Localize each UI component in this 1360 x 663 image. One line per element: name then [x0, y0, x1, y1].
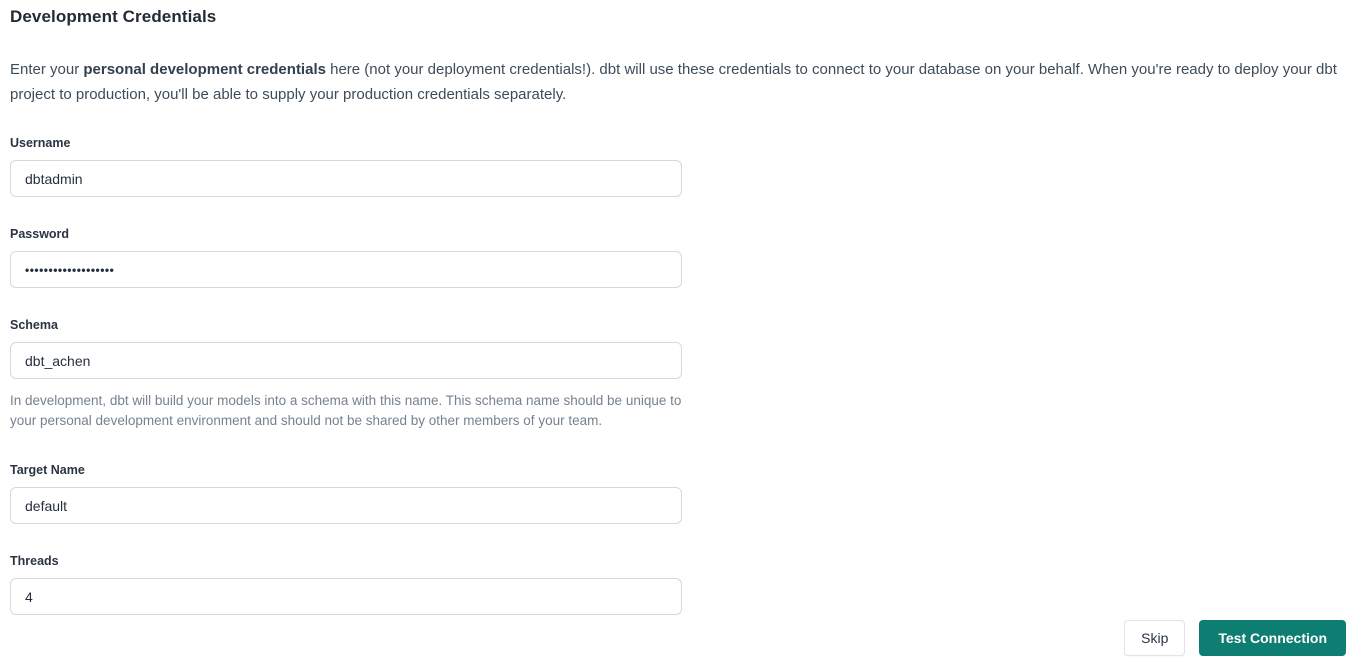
credentials-form: [10, 136, 1338, 615]
footer-actions: [1124, 620, 1346, 656]
username-field-group: [10, 136, 682, 197]
password-input[interactable]: [10, 251, 682, 288]
target-name-input[interactable]: [10, 487, 682, 524]
skip-button[interactable]: Skip: [1124, 620, 1185, 656]
password-field-group: [10, 227, 682, 288]
intro-bold-phrase: personal development credentials: [83, 61, 326, 78]
password-label: Password: [10, 227, 70, 241]
threads-label: Threads: [10, 554, 59, 568]
threads-field-group: [10, 554, 682, 615]
schema-label: Schema: [10, 318, 58, 332]
username-input[interactable]: [10, 160, 682, 197]
intro-paragraph: [10, 58, 1338, 107]
schema-field-group: [10, 318, 682, 431]
threads-input[interactable]: [10, 578, 682, 615]
username-label: Username: [10, 136, 71, 150]
schema-input[interactable]: [10, 342, 682, 379]
test-connection-button[interactable]: Test Connection: [1199, 620, 1346, 656]
intro-after-bold: here (not your deployment credentials!). dbt will use these credentials to connect to your database on your behalf. When you're ready to deploy your dbt project to production, you'll be able to supply your production credentials separately.: [10, 61, 1337, 103]
intro-before-bold: Enter your: [10, 61, 84, 78]
target-name-label: Target Name: [10, 463, 85, 477]
target-name-field-group: [10, 463, 682, 524]
schema-help-text: In development, dbt will build your models into a schema with this name. This schema name should be unique to your personal development environment and should not be shared by other members of your team.: [10, 393, 682, 428]
page-title: Development Credentials: [10, 7, 217, 26]
